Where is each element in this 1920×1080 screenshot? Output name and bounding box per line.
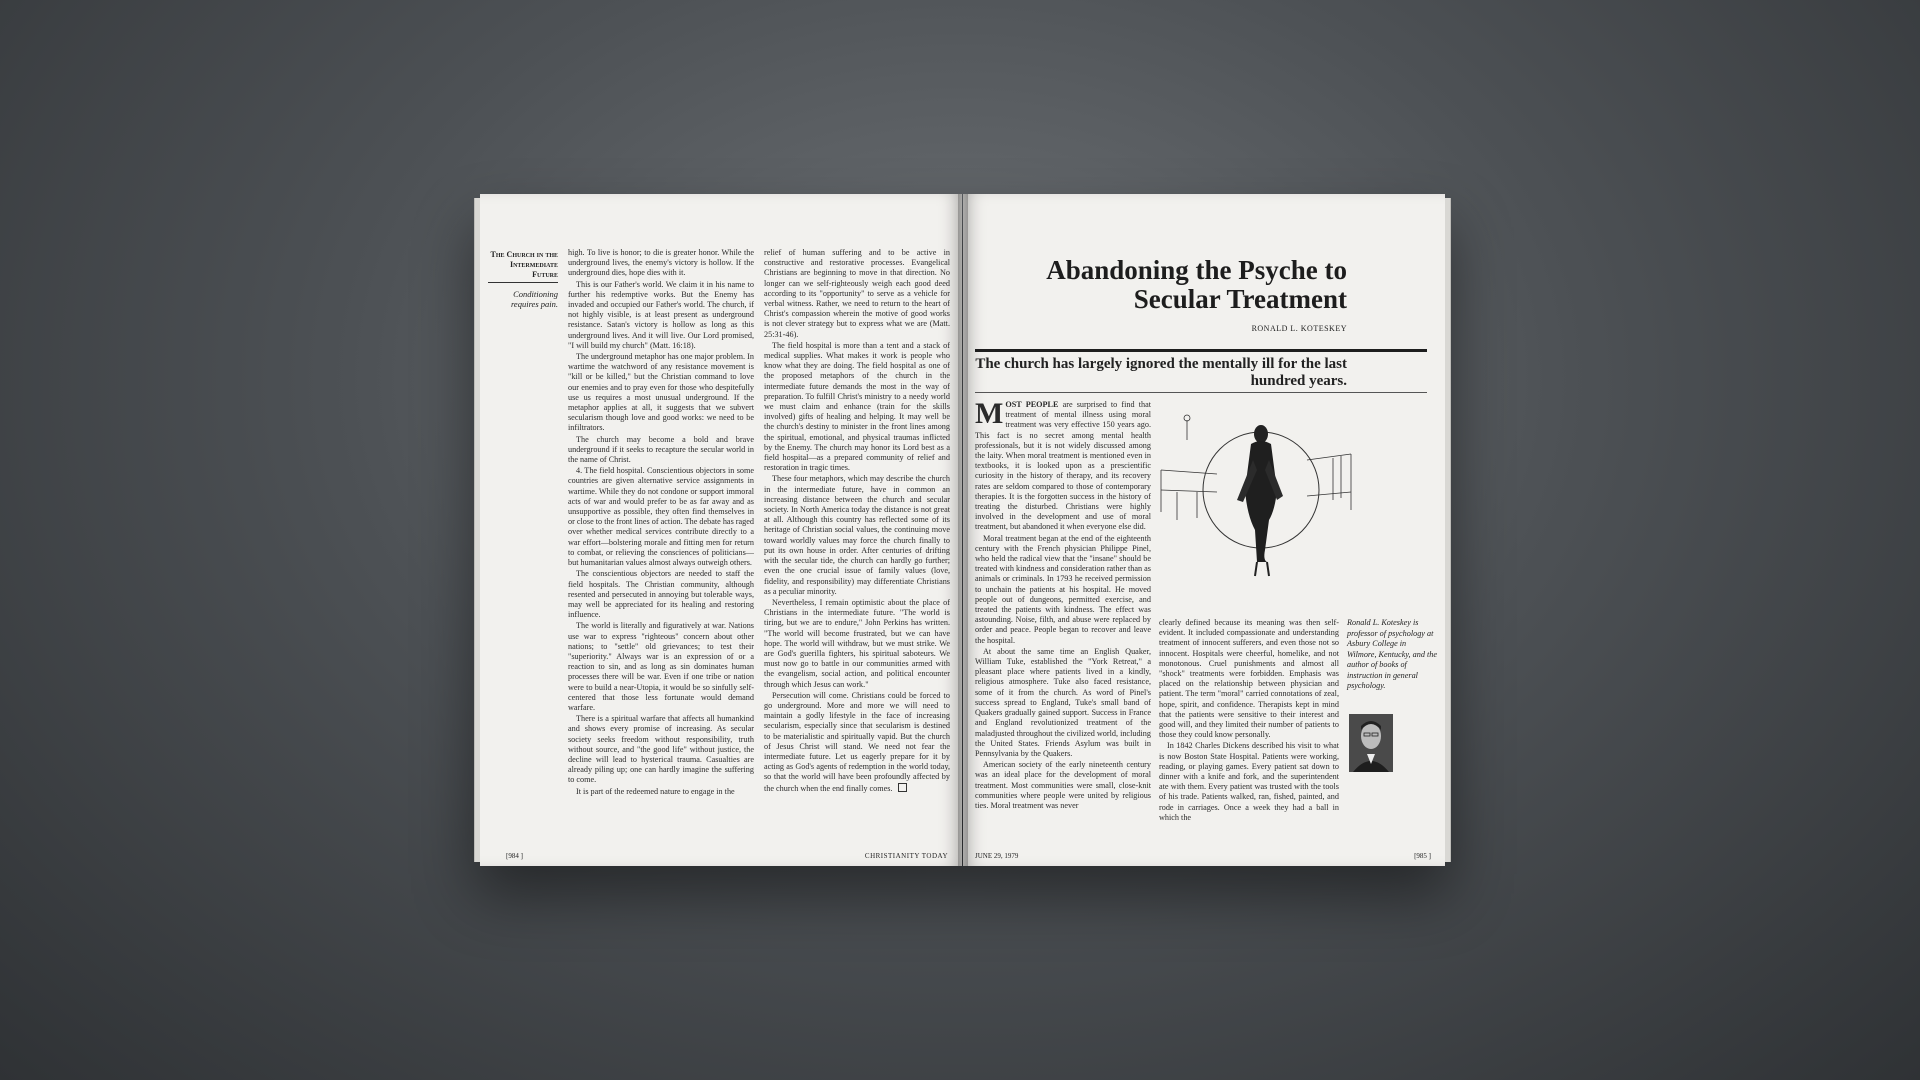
paragraph: The field hospital is more than a tent and a stack of medical supplies. What makes it work is people who know what they are doing. The field hospital as one of the proposed metaphors of the church in the intermediate future demands the most in the way of preparation. To fulfill Christ's ministry to a needy world we must claim and enhance (train for the skills involved) gifts of healing and helping. It may well be the church's destiny to minister in the front lines among the spiritual, emotional, and physical traumas inflicted by the Enemy. The church may honor its Lord best as a field hospital—as a prepared community of relief and restoration in tragic times.	[764, 340, 950, 473]
deck-rule-bottom	[975, 392, 1427, 393]
paragraph: This is our Father's world. We claim it in his name to further his redemptive works. But the Enemy has invaded and occupied our Father's world. The church, if not highly visible, is at least present as underground resistance. Satan's victory is hollow as long as this underground lives. And it will live. Our Lord promised, "I will build my church" (Matt. 16:18).	[568, 279, 754, 350]
paragraph: clearly defined because its meaning was then self-evident. It included compassionate and understanding treatment of innocent sufferers, and even those not so innocent. Hospitals were cheerful, homelike, and not monotonous. Cruel punishments and almost all "shock" treatments were forbidden. Emphasis was placed on the relationship between physician and patient. The term "moral" carried connotations of zeal, hope, spirit, and confidence. Therapists kept in mind that the patients were sensitive to their interest and good will, and they limited their number of patients to those they could know personally.	[1159, 618, 1339, 740]
right-column-1	[975, 397, 1151, 812]
paragraph: Nevertheless, I remain optimistic about the place of Christians in the intermediate future. "The world is tiring, but we are to endure," John Perkins has written. "The world will become frustrated, but we can have hope. The world will withdraw, but we must strike. We are God's guerilla fighters, his spiritual saboteurs. We must now go to battle in our communities armed with the evangelism, social action, and political encounter through which Jesus can work."	[764, 597, 950, 689]
left-column-2	[764, 248, 950, 795]
deck-rule-top	[975, 349, 1427, 352]
page-stack-right-edge	[1444, 198, 1451, 862]
paragraph: Persecution will come. Christians could be forced to go underground. More and more we will need to maintain a godly lifestyle in the face of increasing secularism, especially since that secularism is destined to be materialistic and spiritually vapid. But the church of Jesus Christ will stand. We need not fear the intermediate future. Let us eagerly prepare for it by acting as God's agents of redemption in the world today, so that the world will have been profoundly affected by the church when the end finally comes.	[764, 690, 950, 793]
page-number-left: [984 ]	[506, 852, 523, 860]
lead-text: are surprised to find that treatment of mental illness using moral treatment was very effective 150 years ago. This fact is no secret among mental health professionals, but it is not widely discussed among the laity. When moral treatment is mentioned even in textbooks, it is looked upon as a prescientific curiosity in the history of therapy, and its recovery rates are seldom compared to those of contemporary therapies. It is the forgotten success in the history of treating the disturbed. Christians were highly involved in the development and use of moral treatment, but abandoned it when everyone else did.	[975, 400, 1151, 532]
paragraph: The underground metaphor has one major problem. In wartime the watchword of any resistance movement is "kill or be killed," but the Christian command to love our enemies and to pray even for those who despitefully use us requires a most unusual underground. If the metaphor applies at all, it suggests that we subvert secularism though love and good works: we need to be infiltrators.	[568, 352, 754, 433]
paragraph: Moral treatment began at the end of the eighteenth century with the French physician Philippe Pinel, who held the radical view that the "insane" should be treated with kindness and consideration rather than as animals or criminals. In 1793 he received permission to unchain the patients at his hospital. He moved people out of dungeons, permitted exercise, and treated the patients with kindness. The effect was astounding. Noise, filth, and abuse were replaced by order and peace. People began to recover and leave the hospital.	[975, 533, 1151, 645]
right-column-2	[1159, 618, 1339, 824]
paragraph: At about the same time an English Quaker, William Tuke, established the "York Retreat," a pleasant place where patients lived in a kindly, religious atmosphere. Tuke also faced resistance, some of it from the church. As word of Pinel's success spread to England, Tuke's small band of Quakers gradually gained support. Success in France and England revolutionized treatment of the maladjusted throughout the civilized world, including the United States. Friends Asylum was built in Pennsylvania by the Quakers.	[975, 646, 1151, 758]
paragraph: In 1842 Charles Dickens described his visit to what is now Boston State Hospital. Patients were working, reading, or playing games. Every patient sat down to dinner with a knife and fork, and the superintendent ate with them. Every patient was trusted with the tools of his trade. Patients walked, ran, fished, painted, and rode in carriages. Once a week they had a ball in which the	[1159, 741, 1339, 822]
margin-pullquote: Conditioning requires pain.	[510, 289, 558, 309]
paragraph: The world is literally and figuratively at war. Nations use war to express "righteous" concern about other nations; to "settle" old grievances; to test their "superiority." Always war is an expression of or a reaction to sin, and as long as sin dominates human processes there will be war. Even if one tribe or nation were to build a near-Utopia, it would be so sinfully self-centered that those less fortunate would demand warfare.	[568, 621, 754, 712]
paragraph: The church may become a bold and brave underground if it seeks to recapture the secular world in the name of Christ.	[568, 434, 754, 465]
issue-date: JUNE 29, 1979	[975, 852, 1019, 860]
right-page	[963, 194, 1445, 866]
author-portrait	[1349, 714, 1393, 772]
paragraph: It is part of the redeemed nature to engage in the	[576, 786, 735, 796]
paragraph: high. To live is honor; to die is greater honor. While the underground lives, the enemy's victory is hollow. If the underground dies, hope dies with it.	[568, 248, 754, 278]
paragraph: There is a spiritual warfare that affects all humankind and shows every promise of increasing. As secular society seeks freedom without responsibility, truth without source, and "the good life" without justice, the decline will lead to hysterical trauma. Casualties are already piling up; one can hardly imagine the suffering to come.	[568, 714, 754, 785]
paragraph: 4. The field hospital. Conscientious objectors in some countries are given alternative service assignments in wartime. While they do not condone or support immoral acts of war and would prefer to be as far away and as unsupportive as possible, they often find themselves in or close to the front lines of action. The debate has raged over whether medical services contribute directly to a war effort—bolstering morale and fitting men for return to combat, or relieving the consciences of politicians—but humanitarian values almost always outweigh others.	[568, 466, 754, 568]
author-bio: Ronald L. Koteskey is professor of psychology at Asbury College in Wilmore, Kentucky, and the author of books of instruction in general psychology.	[1347, 618, 1437, 690]
paragraph: The conscientious objectors are needed to staff the field hospitals. The Christian community, although resented and persecuted in annoying but tolerable ways, may well be appreciated for its healing and restoring influence.	[568, 569, 754, 620]
article-headline: Abandoning the Psyche to Secular Treatment	[1046, 255, 1347, 314]
illustration-figure-in-circle	[1157, 400, 1353, 604]
paragraph: relief of human suffering and to be active in constructive and restorative processes. Evangelical Christians are beginning to move in that direction. No longer can we self-righteously weigh each good deed according to its "opportunity" to serve as a vehicle for verbal witness. Rather, we need to return to the heart of Christ's compassion wherein the motive of good works is not clever strategy but to express what we are (Matt. 25:31-46).	[764, 248, 950, 339]
lead-paragraph	[975, 397, 1151, 533]
paragraph: These four metaphors, which may describe the church in the intermediate future, have in common an increasing distance between the church and secular society. In North America today the distance is not great at all. Although this country has reflected some of its heritage of Christian social values, the continuing move toward worldly values may force the church finally to put its own house in order. After centuries of drifting with the secular tide, the church can hardly go further; even the one crucial issue of family values (love, fidelity, and responsibility) may differentiate Christians as a peculiar minority.	[764, 474, 950, 596]
left-page	[480, 194, 962, 866]
right-column-1-rest	[975, 534, 1151, 811]
spine-gutter	[958, 194, 968, 866]
page-number-right: [985 ]	[1414, 852, 1431, 860]
drop-cap: M	[975, 397, 1004, 430]
section-kicker: The Church in the Intermediate Future	[488, 250, 558, 283]
paragraph: American society of the early nineteenth century was an ideal place for the development of moral treatment. Most communities were small, close-knit communities where people were united by religious ties. Moral treatment was never	[975, 760, 1151, 810]
end-of-article-mark	[898, 783, 907, 792]
left-column-1	[568, 248, 754, 798]
lead-smallcaps: OST PEOPLE	[1005, 400, 1059, 409]
article-deck: The church has largely ignored the mentally ill for the last hundred years.	[975, 356, 1347, 389]
magazine-name: CHRISTIANITY TODAY	[864, 852, 948, 860]
article-byline: RONALD L. KOTESKEY	[1251, 324, 1347, 333]
magazine-spread	[480, 194, 1445, 866]
